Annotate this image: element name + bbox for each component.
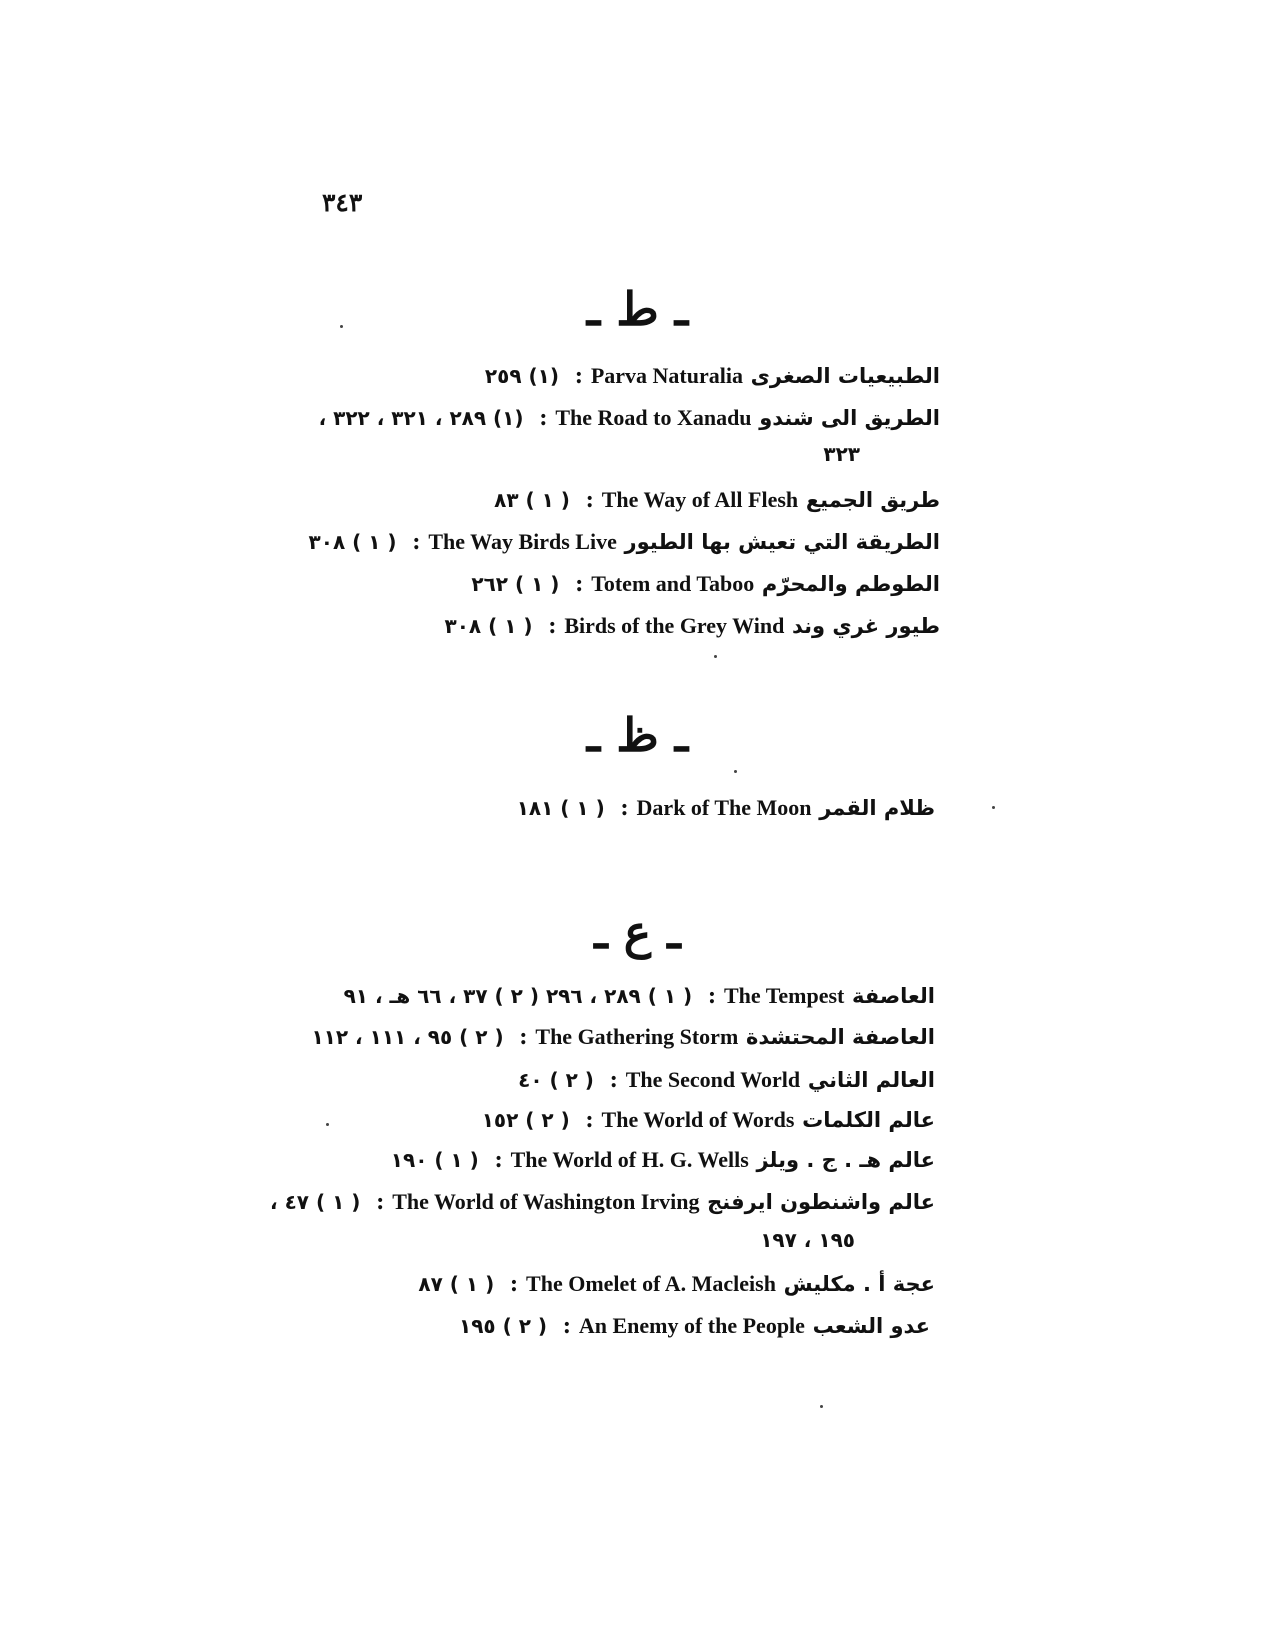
index-entry-continuation: ٣٢٣ <box>823 442 860 466</box>
index-entry-continuation: ١٩٥ ، ١٩٧ <box>760 1228 855 1252</box>
index-entry: طيور غري وند Birds of the Grey Wind: ( ١ ) ٣٠٨ <box>444 613 940 639</box>
index-entry: الطريق الى شندو The Road to Xanadu: (١) ٢٨٩ ، ٣٢١ ، ٣٢٢ ، <box>318 405 940 431</box>
index-entry: العالم الثاني The Second World: ( ٢ ) ٤٠ <box>518 1067 935 1093</box>
index-entry: طريق الجميع The Way of All Flesh: ( ١ ) ٨٣ <box>494 487 940 513</box>
section-heading-zaa: ـ ظ ـ <box>586 708 689 762</box>
section-heading-ain: ـ ع ـ <box>594 905 681 959</box>
index-entry: العاصفة المحتشدة The Gathering Storm: ( ٢ ) ٩٥ ، ١١١ ، ١١٢ <box>311 1024 935 1050</box>
scan-speck <box>326 1123 329 1126</box>
scan-speck <box>734 770 737 773</box>
index-entry: الطبيعيات الصغرى Parva Naturalia: (١) ٢٥٩ <box>484 363 940 389</box>
index-entry: الطوطم والمحرّم Totem and Taboo: ( ١ ) ٢٦٢ <box>471 571 940 597</box>
index-entry: عالم هـ . ج . ويلز The World of H. G. Wells: ( ١ ) ١٩٠ <box>390 1147 935 1173</box>
index-entry: عدو الشعب An Enemy of the People: ( ٢ ) ١٩٥ <box>459 1313 930 1339</box>
scan-speck <box>714 655 717 658</box>
page-number: ٣٤٣ <box>322 188 363 217</box>
scan-speck <box>340 325 343 328</box>
scan-speck <box>820 1405 823 1408</box>
section-heading-taa: ـ ط ـ <box>586 282 689 336</box>
index-entry: العاصفة The Tempest: ( ١ ) ٢٨٩ ، ٢٩٦ ( ٢ ) ٣٧ ، ٦٦ هـ ، ٩١ <box>343 983 935 1009</box>
scan-speck <box>992 806 995 809</box>
index-entry: عجة أ . مكليش The Omelet of A. Macleish: ( ١ ) ٨٧ <box>418 1271 935 1297</box>
index-entry: عالم الكلمات The World of Words: ( ٢ ) ١٥٢ <box>481 1107 935 1133</box>
index-entry: ظلام القمر Dark of The Moon: ( ١ ) ١٨١ <box>516 795 935 821</box>
index-entry: عالم واشنطون ايرفنج The World of Washington Irving: ( ١ ) ٤٧ ، <box>270 1189 935 1215</box>
index-entry: الطريقة التي تعيش بها الطيور The Way Birds Live: ( ١ ) ٣٠٨ <box>308 529 940 555</box>
